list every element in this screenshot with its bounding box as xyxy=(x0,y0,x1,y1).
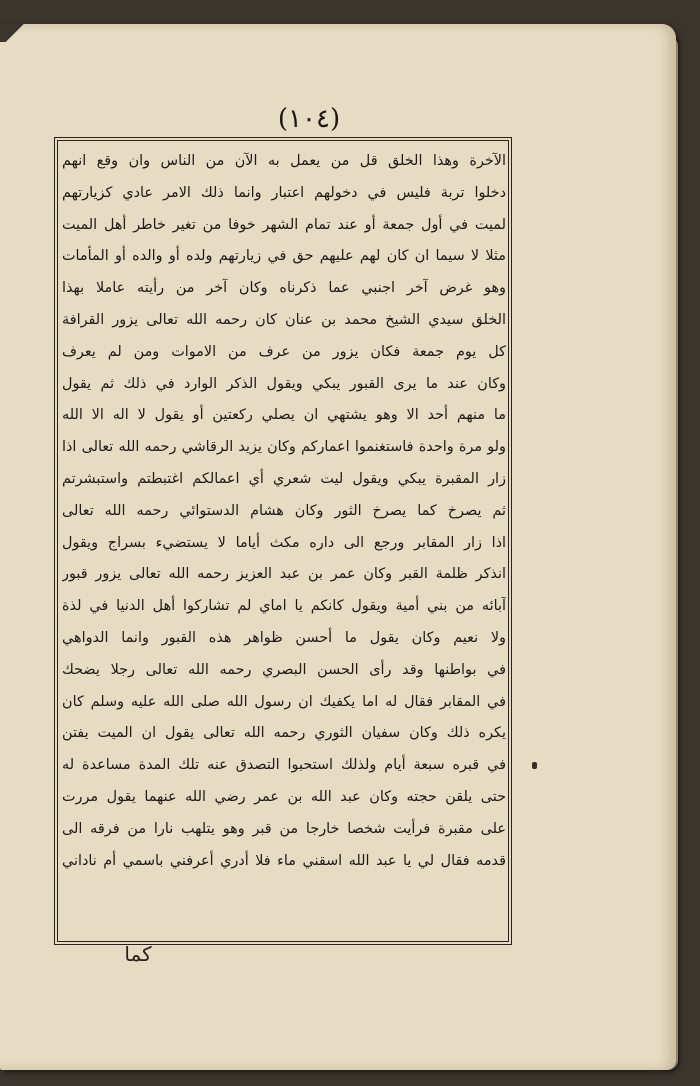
text-block xyxy=(62,146,506,940)
text-line: ثم يصرخ كما يصرخ الثور وكان هشام الدستوائي رحمه الله تعالى xyxy=(62,502,506,519)
page-corner xyxy=(0,24,30,42)
text-line: ولا نعيم وكان يقول ما أحسن ظواهر هذه القبور وانما الدواهي xyxy=(62,629,506,646)
text-line: وكان عند ما يرى القبور يبكي ويقول الذكر الوارد في ذلك ثم يقول xyxy=(62,375,506,392)
text-line: في بواطنها وقد رأى الحسن البصري رحمه الله تعالى رجلا يضحك xyxy=(62,661,506,678)
text-line: دخلوا تربة فليس في دخولهم اعتبار وانما ذلك الامر عادي كزيارتهم xyxy=(62,184,506,201)
page-number: (١٠٤) xyxy=(277,104,341,134)
text-line: اذا زار المقابر ورجع الى داره مكث أياما لا يستضيء بسراج ويقول xyxy=(62,534,506,551)
text-line: ولو مرة واحدة فاستغنموا اعماركم وكان يزيد الرقاشي رحمه الله تعالى اذا xyxy=(62,439,506,456)
text-line: آبائه من بني أمية ويقول كانكم يا اماي لم تشاركوا أهل الدنيا في لذة xyxy=(62,598,506,615)
text-line: الخلق سيدي الشيخ محمد بن عنان كان رحمه الله تعالى يزور القرافة xyxy=(62,311,506,328)
text-line: في قبره سبعة أيام ولذلك استحبوا التصدق عنه تلك المدة مساعدة له xyxy=(62,757,506,774)
text-line: حتى يلقن حجته وكان عبد الله بن عمر رضي الله عنهما يقول مررت xyxy=(62,788,506,805)
text-line: ما منهم أحد الا وهو يشتهي ان يصلي ركعتين أو يقول لا اله الا الله xyxy=(62,407,506,424)
catchword: كما xyxy=(124,942,152,966)
text-line: كل يوم جمعة فكان يزور من عرف من الاموات ومن لم يعرف xyxy=(62,343,506,360)
text-line: زار المقبرة يبكي ويقول ليت شعري أي اعمالكم اغتبطتم واستبشرتم xyxy=(62,470,506,487)
text-line: انذكر ظلمة القبر وكان عمر بن عبد العزيز رحمه الله تعالى يزور قبور xyxy=(62,566,506,583)
ink-speck xyxy=(532,762,537,769)
text-line: لميت في أول جمعة أو عند تمام الشهر خوفا من تغير خاطر أهل الميت xyxy=(62,216,506,233)
text-line: وهو غرض آخر اجنبي عما ذكرناه وكان آخر من رأيته عاملا بهذا xyxy=(62,280,506,297)
text-line: مثلا لا سيما ان كان لهم عليهم حق في زيارتهم ولده أو والده أو المأمات xyxy=(62,248,506,265)
text-line: الآخرة وهذا الخلق قل من يعمل به الآن من الناس وان وقع انهم xyxy=(62,153,506,169)
text-line: قدمه فقال لي يا عبد الله اسقني ماء فلا أدري أعرفني باسمي أم ناداني xyxy=(62,852,506,869)
text-line: يكره ذلك وكان سفيان الثوري رحمه الله تعالى يقول ان الميت يفتن xyxy=(62,725,506,742)
text-line: على مقبرة فرأيت شخصا خارجا من قبر وهو يتلهب نارا من فرقه الى xyxy=(62,820,506,837)
text-line: في المقابر فقال له اما يكفيك ان رسول الله صلى الله عليه وسلم كان xyxy=(62,693,506,710)
